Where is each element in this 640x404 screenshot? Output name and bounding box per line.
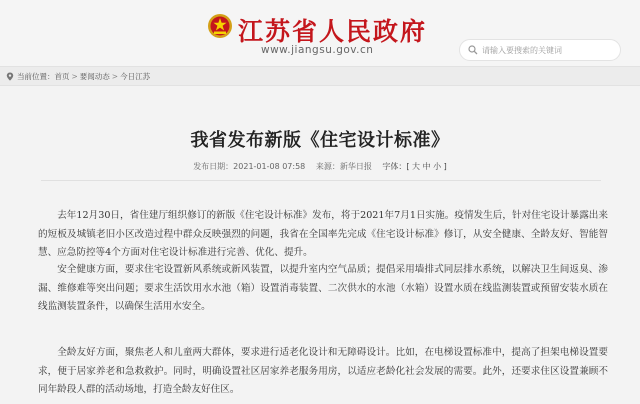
article-meta — [0, 161, 640, 172]
search-icon[interactable] — [468, 45, 478, 55]
breadcrumb-separator: > — [71, 72, 78, 81]
breadcrumb — [6, 71, 150, 82]
national-emblem-icon[interactable] — [207, 13, 233, 39]
site-header — [0, 0, 640, 66]
site-url: www.jiangsu.gov.cn — [261, 44, 374, 56]
title-divider — [41, 180, 601, 181]
breadcrumb-item-news[interactable]: 要闻动态 — [79, 72, 110, 81]
article-title: 我省发布新版《住宅设计标准》 — [190, 130, 450, 151]
search-box[interactable] — [459, 39, 621, 61]
font-size-control[interactable]: 字体：[ 大 中 小 ] — [382, 162, 447, 171]
breadcrumb-prefix: 当前位置： — [17, 72, 55, 81]
breadcrumb-bar — [0, 66, 640, 86]
breadcrumb-separator: > — [111, 72, 119, 81]
search-input[interactable] — [482, 42, 616, 58]
breadcrumb-item-today[interactable]: 今日江苏 — [120, 72, 151, 81]
publish-date: 发布日期：2021-01-08 07:58 — [193, 162, 306, 171]
article-source: 来源：新华日报 — [315, 162, 372, 171]
breadcrumb-item-home[interactable]: 首页 — [54, 72, 70, 81]
site-title[interactable]: 江苏省人民政府 — [238, 17, 428, 46]
article-paragraph: 全龄友好方面，聚焦老人和儿童两大群体，要求进行适老化设计和无障碍设计。比如，在电梯设置标准中，提高了担架电梯设置要求，便于居家养老和急救救护。同时，明确设置社区居家养老服务用房，以适应老龄化社会发展的需要。此外，还要求住区设置兼顾不同年龄段人群的活动场地，打造全龄友好住区。 — [38, 347, 608, 395]
article-paragraph: 安全健康方面，要求住宅设置新风系统或新风装置，以提升室内空气品质；提倡采用墙排式同层排水系统，以解决卫生间返臭、渗漏、维修难等突出问题；要求生活饮用水水池（箱）设置消毒装置、二次供水的水池（水箱）设置水质在线监测装置或预留安装水质在线监测装置条件，以确保生活用水安全。 — [38, 264, 608, 312]
location-pin-icon — [6, 72, 14, 81]
article-paragraph: 去年12月30日，省住建厅组织修订的新版《住宅设计标准》发布，将于2021年7月1日实施。疫情发生后，针对住宅设计暴露出来的短板及城镇老旧小区改造过程中群众反映强烈的问题，我省在全国率先完成《住宅设计标准》修订，从安全健康、全龄友好、智能智慧、应急防控等4个方面对住宅设计标准进行完善、优化、提升。 — [38, 210, 608, 258]
